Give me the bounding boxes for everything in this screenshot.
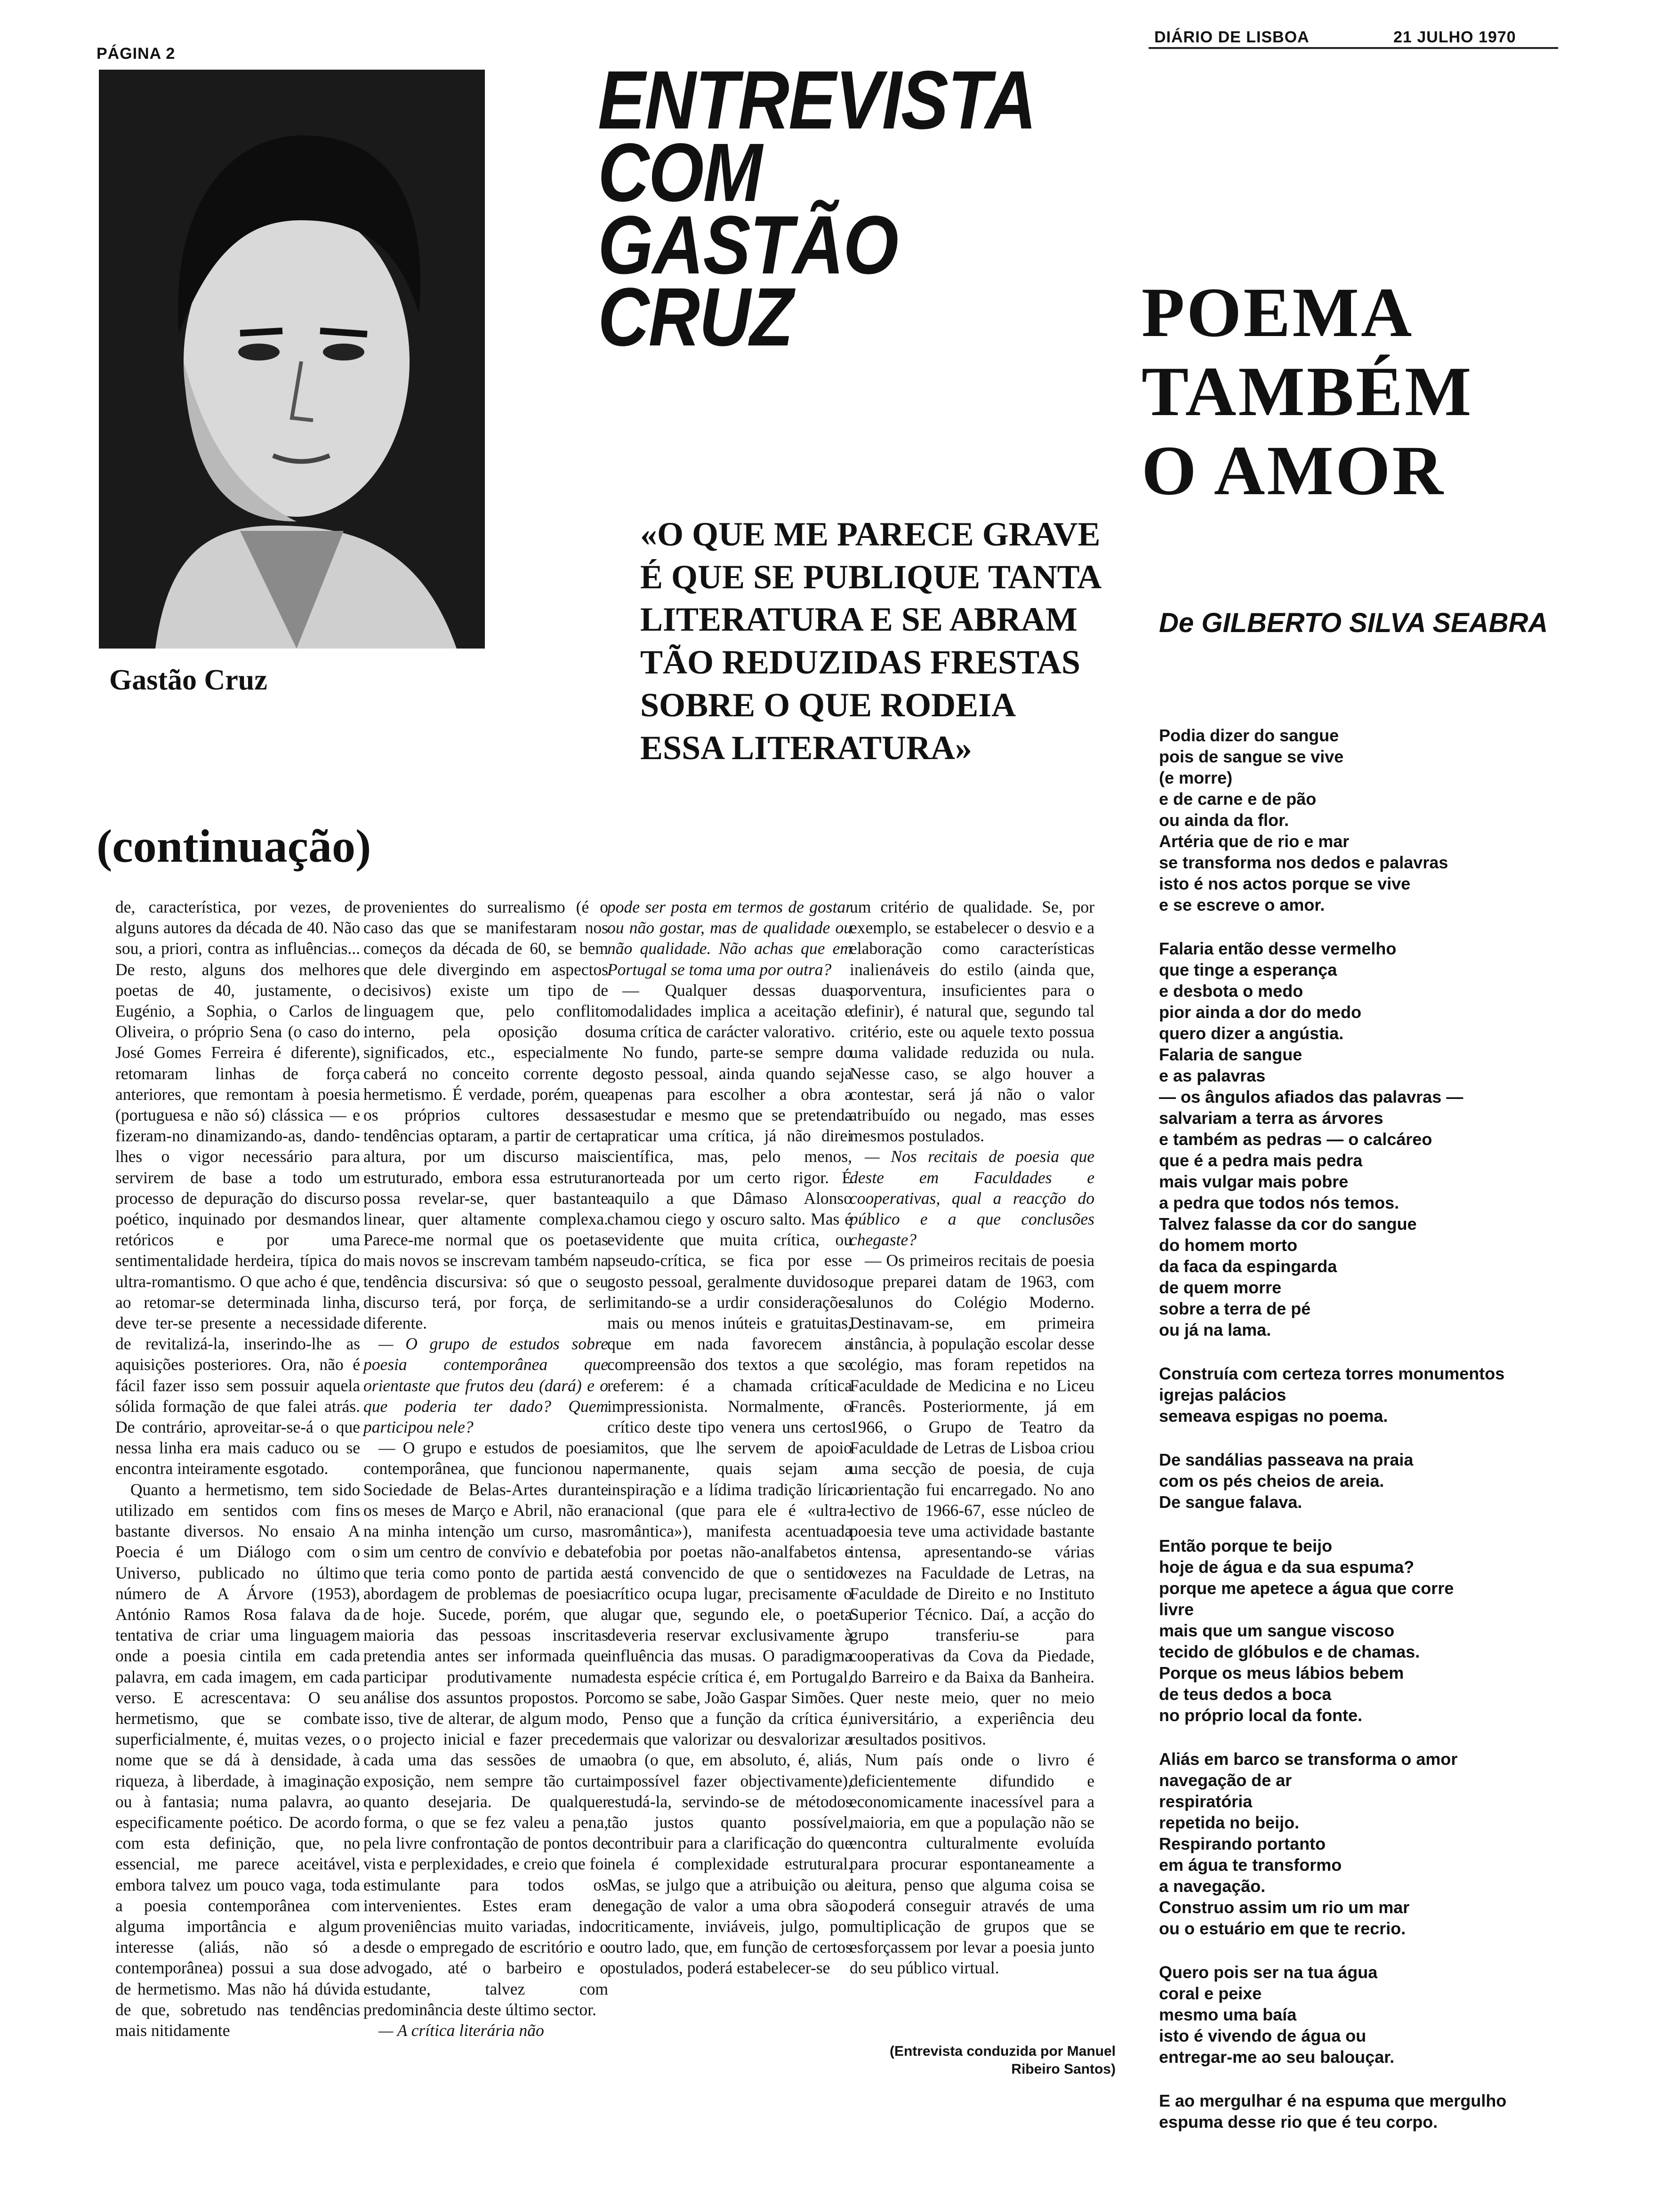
- article-paragraph: de, característica, por vezes, de alguns autores da década de 40. Não sou, a priori, contra as influências... De resto, alguns dos melhores poetas de 40, justamente, o Eugénio, a Sophia, o Carlos de Oliveira, o próprio Sena (o caso do José Gomes Ferreira é diferente), retomaram linhas de força anteriores, que remontam à poesia (portuguesa e não só) clássica — e fizeram-no dinamizando-as, dando-lhes o vigor necessário para servirem de base a todo um processo de depuração do discurso poético, inquinado por desmandos retóricos e por uma sentimentalidade herdeira, típica do ultra-romantismo. O que acho é que, ao retomar-se determinada linha, deve ter-se presente a necessidade de revitalizá-la, inserindo-lhe as aquisições posteriores. Ora, não é fácil fazer isso sem possuir aquela sólida formação de que falei atrás. De contrário, aproveitar-se-á o que nessa linha era mais caduco ou se encontra inteiramente esgotado.: [115, 898, 360, 1478]
- interview-headline: [598, 54, 1043, 364]
- poem-body: [1159, 725, 1630, 2155]
- article-column-1: [115, 897, 360, 2041]
- poem-line: de teus dedos a boca: [1159, 1684, 1332, 1704]
- poem-line: Falaria de sangue: [1159, 1045, 1303, 1064]
- poem-line: mais que um sangue viscoso: [1159, 1621, 1395, 1640]
- poem-title-line: POEMA: [1142, 273, 1414, 352]
- poem-line: pois de sangue se vive: [1159, 747, 1344, 766]
- poem-line: pior ainda a dor do medo: [1159, 1002, 1362, 1022]
- newspaper-name: DIÁRIO DE LISBOA: [1154, 28, 1310, 46]
- poem-line: Aliás em barco se transforma o amor: [1159, 1749, 1458, 1769]
- article-paragraph: — Os primeiros recitais de poesia que preparei datam de 1963, com alunos do Colégio Moderno. Destinavam-se, em primeira instância, à população escolar desse colégio, mas foram repetidos na Faculdade de Medicina e no Liceu Francês. Posteriormente, já em 1966, o Grupo de Teatro da Faculdade de Letras de Lisboa criou uma secção de poesia, de cuja orientação fui encarregado. No ano lectivo de 1966-67, esse núcleo de poesia teve uma actividade bastante intensa, apresentando-se várias vezes na Faculdade de Letras, na Faculdade de Direito e no Instituto Superior Técnico. Daí, a acção do grupo transferiu-se para cooperativas da Cova da Piedade, do Barreiro e da Baixa da Banheira. Quer neste meio, quer no meio universitário, a experiência deu resultados positivos.: [850, 1251, 1094, 1749]
- pull-quote: «O QUE ME PARECE GRAVE É QUE SE PUBLIQUE TANTA LITERATURA E SE ABRAM TÃO REDUZIDAS FRESTAS SOBRE O QUE RODEIA ESSA LITERATURA»: [640, 515, 1101, 767]
- poem-line: mais vulgar mais pobre: [1159, 1172, 1349, 1191]
- article-paragraph: — A crítica literária não: [378, 2020, 544, 2040]
- poem-line: que tinge a esperança: [1159, 960, 1337, 979]
- poem-line: E ao mergulhar é na espuma que mergulho: [1159, 2091, 1507, 2110]
- article-column-2: [363, 897, 608, 2041]
- poem-line: com os pés cheios de areia.: [1159, 1471, 1384, 1491]
- poem-line: espuma desse rio que é teu corpo.: [1159, 2112, 1438, 2132]
- poem-title-line: TAMBÉM: [1142, 353, 1473, 431]
- poem-line: livre: [1159, 1600, 1194, 1619]
- poem-line: isto é nos actos porque se vive: [1159, 874, 1411, 893]
- continuation-label: (continuação): [97, 820, 371, 872]
- poem-line: coral e peixe: [1159, 1984, 1262, 2003]
- poem-line: e também as pedras — o calcáreo: [1159, 1130, 1432, 1149]
- poem-line: de quem morre: [1159, 1278, 1282, 1297]
- article-paragraph: pode ser posta em termos de gostar ou não gostar, mas de qualidade ou não qualidade. Não achas que em Portugal se toma uma por outra?: [607, 898, 852, 979]
- poem-line: ou já na lama.: [1159, 1320, 1271, 1339]
- article-paragraph: — O grupo e estudos de poesia contemporânea, que funcionou na Sociedade de Belas-Artes durante os meses de Março e Abril, não era na minha intenção um curso, mas sim um centro de convívio e debate que teria como ponto de partida a abordagem de problemas de poesia de hoje. Sucede, porém, que a maioria das pessoas inscritas pretendia antes ser informada que participar produtivamente numa análise dos assuntos propostos. Por isso, tive de alterar, de algum modo, o projecto inicial e fazer preceder cada uma das sessões de uma exposição, nem sempre tão curta quanto desejaria. De qualquer forma, o que se fez valeu a pena, pela livre confrontação de pontos de vista e perplexidades, e creio que foi estimulante para todos os intervenientes. Estes eram de proveniências muito variadas, indo desde o empregado de escritório e o advogado, até o barbeiro e o estudante, talvez com predominância deste último sector.: [363, 1438, 608, 2019]
- poem-line: e as palavras: [1159, 1066, 1266, 1085]
- poem-line: respiratória: [1159, 1792, 1253, 1811]
- poem-stanza: [1159, 938, 1630, 1340]
- poem-line: que é a pedra mais pedra: [1159, 1151, 1363, 1170]
- poem-stanza: [1159, 1535, 1630, 1726]
- poem-line: (e morre): [1159, 768, 1233, 787]
- poem-line: Construo assim um rio um mar: [1159, 1898, 1410, 1917]
- poem-line: repetida no beijo.: [1159, 1813, 1300, 1832]
- poem-line: Construía com certeza torres monumentos: [1159, 1364, 1505, 1383]
- poem-line: Quero pois ser na tua água: [1159, 1963, 1378, 1982]
- poem-line: quero dizer a angústia.: [1159, 1024, 1344, 1043]
- poem-stanza: [1159, 1449, 1630, 1513]
- poem-line: e desbota o medo: [1159, 981, 1303, 1001]
- poem-line: Falaria então desse vermelho: [1159, 939, 1397, 958]
- poem-line: a navegação.: [1159, 1876, 1266, 1896]
- poem-line: Podia dizer do sangue: [1159, 726, 1339, 745]
- article-paragraph: — Qualquer dessas duas modalidades implica a aceitação e uma crítica de carácter valorativo.: [607, 980, 852, 1042]
- poem-line: e de carne e de pão: [1159, 789, 1317, 809]
- article-paragraph: um critério de qualidade. Se, por exemplo, se estabelecer o desvio e a elaboração como características inalienáveis do estilo (ainda que, porventura, insuficientes para o definir), é natural que, segundo tal critério, este ou aquele texto possua uma validade reduzida ou nula. Nesse caso, se algo houver a contestar, será já não o valor atribuído ou negado, mas esses mesmos postulados.: [850, 898, 1094, 1146]
- poem-line: ou ainda da flor.: [1159, 810, 1289, 830]
- headline-line: CRUZ: [598, 271, 793, 364]
- poem-author: De GILBERTO SILVA SEABRA: [1159, 608, 1548, 638]
- header-rule: [1149, 47, 1558, 49]
- poem-line: da faca da espingarda: [1159, 1257, 1337, 1276]
- portrait-photo: [99, 70, 485, 649]
- poem-line: Então porque te beijo: [1159, 1536, 1333, 1555]
- poem-title: [1142, 273, 1518, 510]
- poem-line: tecido de glóbulos e de chamas.: [1159, 1642, 1420, 1661]
- poem-line: no próprio local da fonte.: [1159, 1706, 1362, 1725]
- poem-line: salvariam a terra as árvores: [1159, 1108, 1384, 1128]
- poem-line: — os ângulos afiados das palavras —: [1159, 1087, 1464, 1106]
- poem-line: ou o estuário em que te recrio.: [1159, 1919, 1406, 1938]
- poem-line: porque me apetece a água que corre: [1159, 1579, 1454, 1598]
- photo-caption: Gastão Cruz: [109, 664, 267, 696]
- article-column-4: [850, 897, 1094, 1979]
- article-paragraph: Quanto a hermetismo, tem sido utilizado em sentidos com fins bastante diversos. No ensaio A Poecia é um Diálogo com o Universo, publicado no último número de A Árvore (1953), António Ramos Rosa falava da tentativa de criar uma linguagem onde a poesia cintila em cada palavra, em cada imagem, em cada verso. E acrescentava: O seu hermetismo, que se combate superficialmente, é, muitas vezes, o nome que se dá à densidade, à riqueza, à liberdade, à imaginação ou à fantasia; numa palavra, ao especificamente poético. De acordo com esta definição, que, no essencial, me parece aceitável, embora talvez um pouco vaga, toda a poesia contemporânea com alguma importância e algum interesse (aliás, não só a contemporânea) possui a sua dose de hermetismo. Mas não há dúvida de que, sobretudo nas tendências mais nitidamente: [115, 1480, 360, 2040]
- poem-line: Artéria que de rio e mar: [1159, 832, 1350, 851]
- poem-line: semeava espigas no poema.: [1159, 1406, 1388, 1426]
- poem-stanza: [1159, 2090, 1630, 2132]
- poem-line: se transforma nos dedos e palavras: [1159, 853, 1448, 872]
- headline-line: ENTREVISTA: [598, 54, 1036, 146]
- poem-line: em água te transformo: [1159, 1855, 1342, 1875]
- poem-stanza: [1159, 1962, 1630, 2068]
- issue-date: 21 JULHO 1970: [1393, 28, 1516, 46]
- article-paragraph: No fundo, parte-se sempre do gosto pessoal, ainda quando seja apenas para escolher a obra a estudar e mesmo que se pretenda praticar uma crítica, já não direi científica, mas, pelo menos, norteada por um certo rigor. É aquilo a que Dâmaso Alonso chamou ciego y oscuro salto. Mas é evidente que muita crítica, ou pseudo-crítica, se fica por esse gosto pessoal, geralmente duvidoso, limitando-se a urdir considerações mais ou menos inúteis e gratuitas, que em nada favorecem a compreensão dos textos a que se referem: é a chamada crítica impressionista. Normalmente, o crítico deste tipo venera uns certos mitos, que lhe servem de apoio permanente, quais sejam a inspiração e a lídima tradição lírica nacional (que para ele é «ultra-romântica»), manifesta acentuada fobia por poetas não-analfabetos e está convencido de que o sentido crítico ocupa lugar, precisamente o lugar que, segundo ele, o poeta deveria reservar exclusivamente à influência das musas. O paradigma desta espécie crítica é, em Portugal, como se sabe, João Gaspar Simões.: [607, 1043, 852, 1707]
- poem-stanza: [1159, 1748, 1630, 1939]
- poem-stanza: [1159, 725, 1630, 915]
- poem-line: entregar-me ao seu balouçar.: [1159, 2047, 1395, 2067]
- poem-title-line: O AMOR: [1142, 432, 1445, 510]
- poem-line: do homem morto: [1159, 1235, 1297, 1255]
- poem-line: hoje de água e da sua espuma?: [1159, 1557, 1415, 1577]
- poem-line: De sandálias passeava na praia: [1159, 1450, 1414, 1469]
- headline-line: GASTÃO: [598, 199, 898, 291]
- poem-line: e se escreve o amor.: [1159, 895, 1325, 914]
- article-paragraph: provenientes do surrealismo (é o caso das que se manifestaram nos começos da década de 60, se bem que dele divergindo em aspectos decisivos) existe um tipo de linguagem que, pelo conflito interno, pela oposição dos significados, etc., especialmente caberá no conceito corrente de hermetismo. É verdade, porém, que os próprios cultores dessas tendências optaram, a partir de certa altura, por um discurso mais estruturado, embora essa estrutura possa revelar-se, quer bastante linear, quer altamente complexa. Parece-me normal que os poetas mais novos se inscrevam também na tendência discursiva: só que o seu discurso terá, por força, de ser diferente.: [363, 898, 608, 1333]
- article-paragraph: Num país onde o livro é deficientemente difundido e economicamente inacessível para a maioria, em que a população não se encontra culturalmente evoluída para procurar espontaneamente a leitura, penso que alguma coisa se poderá conseguir através de uma multiplicação de grupos que se esforçassem por levar a poesia junto do seu público virtual.: [850, 1750, 1094, 1978]
- poem-line: navegação de ar: [1159, 1771, 1292, 1790]
- article-column-3: [607, 897, 852, 1979]
- interview-credit: (Entrevista conduzida por Manuel Ribeiro Santos): [889, 2044, 1116, 2077]
- article-paragraph: — O grupo de estudos sobre poesia contemporânea que orientaste que frutos deu (dará) e o que poderia ter dado? Quem participou nele?: [363, 1334, 608, 1437]
- poem-line: De sangue falava.: [1159, 1492, 1303, 1512]
- article-paragraph: — Nos recitais de poesia que deste em Faculdades e cooperativas, qual a reacção do público e a que conclusões chegaste?: [850, 1147, 1094, 1250]
- poem-stanza: [1159, 1363, 1630, 1427]
- poem-line: sobre a terra de pé: [1159, 1299, 1311, 1318]
- poem-line: a pedra que todos nós temos.: [1159, 1193, 1400, 1212]
- poem-line: Respirando portanto: [1159, 1834, 1326, 1853]
- page-number: PÁGINA 2: [97, 45, 176, 63]
- poem-line: igrejas palácios: [1159, 1385, 1287, 1404]
- poem-line: mesmo uma baía: [1159, 2005, 1297, 2024]
- headline-line: COM: [598, 126, 762, 219]
- poem-line: Talvez falasse da cor do sangue: [1159, 1214, 1417, 1234]
- poem-line: Porque os meus lábios bebem: [1159, 1663, 1404, 1683]
- poem-line: isto é vivendo de água ou: [1159, 2026, 1367, 2045]
- article-paragraph: Penso que a função da crítica é, mais que valorizar ou desvalorizar a obra (o que, em absoluto, é, aliás, impossível fazer objectivamente), estudá-la, servindo-se de métodos tão justos quanto possível, contribuir para a clarificação do que nela é complexidade estrutural. Mas, se julgo que a atribuição ou a negação de valor a uma obra são, criticamente, inviáveis, julgo, por outro lado, que, em função de certos postulados, poderá estabelecer-se: [607, 1708, 852, 1978]
